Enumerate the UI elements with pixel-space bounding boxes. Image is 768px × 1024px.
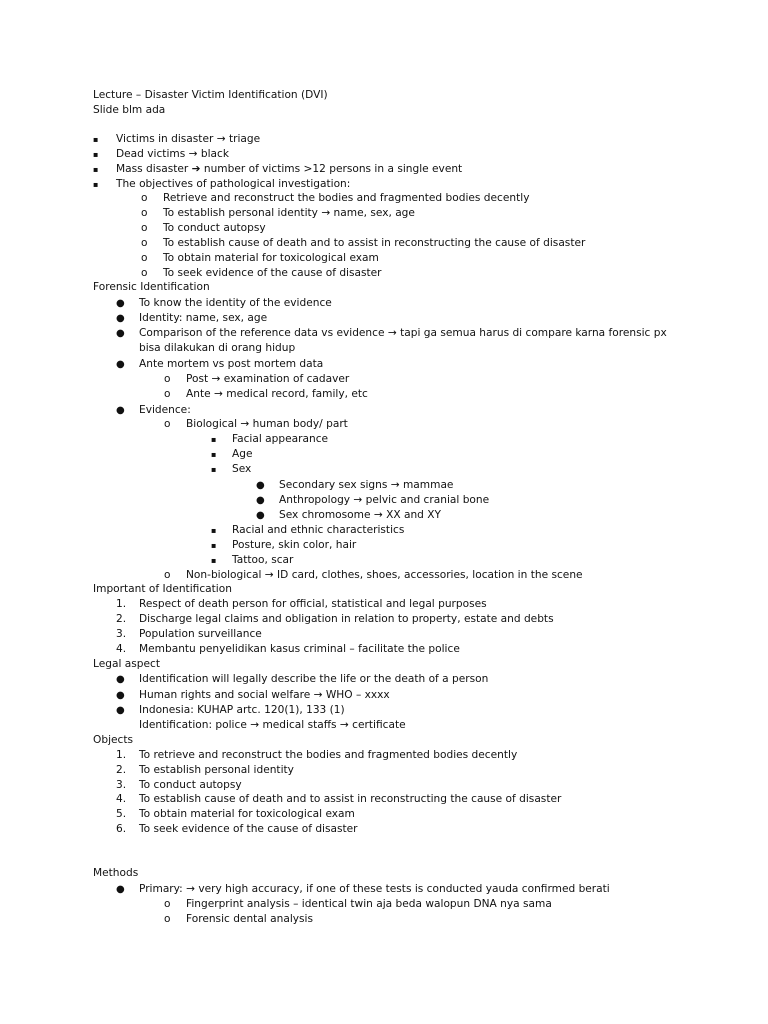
bio-item-text: Age bbox=[232, 448, 253, 460]
square-bullet: ▪ bbox=[211, 435, 217, 444]
square-bullet: ▪ bbox=[211, 526, 217, 535]
number-marker: 2. bbox=[116, 613, 127, 625]
intro-text: The objectives of pathological investigation: bbox=[116, 178, 351, 190]
legal-text: Identification: police → medical staffs → certificate bbox=[139, 719, 406, 731]
square-bullet: ▪ bbox=[93, 135, 99, 144]
important-text: Population surveillance bbox=[139, 628, 262, 640]
circle-bullet: o bbox=[164, 913, 171, 925]
square-bullet: ▪ bbox=[93, 150, 99, 159]
important-text: Respect of death person for official, statistical and legal purposes bbox=[139, 598, 487, 610]
number-marker: 1. bbox=[116, 598, 127, 610]
objective-text: To conduct autopsy bbox=[163, 222, 266, 234]
methods-heading: Methods bbox=[93, 867, 139, 879]
dot-bullet: ● bbox=[116, 884, 125, 895]
evidence-text: Evidence: bbox=[139, 404, 191, 416]
number-marker: 1. bbox=[116, 749, 127, 761]
dot-bullet: ● bbox=[256, 510, 265, 521]
objects-text: To obtain material for toxicological exam bbox=[139, 808, 355, 820]
objects-text: To retrieve and reconstruct the bodies and fragmented bodies decently bbox=[139, 749, 518, 761]
dot-bullet: ● bbox=[116, 313, 125, 324]
number-marker: 6. bbox=[116, 823, 127, 835]
forensic-text: To know the identity of the evidence bbox=[139, 297, 332, 309]
circle-bullet: o bbox=[164, 569, 171, 581]
dot-bullet: ● bbox=[116, 298, 125, 309]
primary-text: Primary: → very high accuracy, if one of these tests is conducted yauda confirmed berati bbox=[139, 883, 610, 895]
circle-bullet: o bbox=[141, 252, 148, 264]
dot-bullet: ● bbox=[116, 705, 125, 716]
intro-text: Mass disaster ➔ number of victims >12 persons in a single event bbox=[116, 163, 463, 175]
forensic-heading: Forensic Identification bbox=[93, 281, 210, 293]
bio-item-text: Tattoo, scar bbox=[232, 554, 294, 566]
square-bullet: ▪ bbox=[211, 556, 217, 565]
circle-bullet: o bbox=[164, 898, 171, 910]
legal-text: Identification will legally describe the life or the death of a person bbox=[139, 673, 489, 685]
nonbio-text: Non-biological → ID card, clothes, shoes, accessories, location in the scene bbox=[186, 569, 583, 581]
circle-bullet: o bbox=[164, 373, 171, 385]
bio-item-text: Facial appearance bbox=[232, 433, 329, 445]
number-marker: 4. bbox=[116, 643, 127, 655]
antepost-text: Ante → medical record, family, etc bbox=[186, 388, 368, 400]
circle-bullet: o bbox=[141, 222, 148, 234]
objects-text: To establish personal identity bbox=[139, 764, 294, 776]
primary-item-text: Forensic dental analysis bbox=[186, 913, 314, 925]
circle-bullet: o bbox=[164, 388, 171, 400]
square-bullet: ▪ bbox=[211, 541, 217, 550]
sex-item-text: Sex chromosome → XX and XY bbox=[279, 509, 441, 521]
sex-item-text: Secondary sex signs → mammae bbox=[279, 479, 454, 491]
document-subtitle: Slide blm ada bbox=[93, 104, 166, 116]
bio-item-text: Posture, skin color, hair bbox=[232, 539, 357, 551]
dot-bullet: ● bbox=[256, 480, 265, 491]
forensic-text: Comparison of the reference data vs evidence → tapi ga semua harus di compare karna forensic px bbox=[139, 327, 667, 339]
dot-bullet: ● bbox=[116, 405, 125, 416]
document-title: Lecture – Disaster Victim Identification (DVI) bbox=[93, 89, 328, 101]
important-heading: Important of Identification bbox=[93, 583, 232, 595]
circle-bullet: o bbox=[141, 267, 148, 279]
sex-item-text: Anthropology → pelvic and cranial bone bbox=[279, 494, 490, 506]
square-bullet: ▪ bbox=[211, 465, 217, 474]
forensic-text: Ante mortem vs post mortem data bbox=[139, 358, 324, 370]
objective-text: To establish cause of death and to assist in reconstructing the cause of disaster bbox=[163, 237, 586, 249]
number-marker: 2. bbox=[116, 764, 127, 776]
circle-bullet: o bbox=[141, 207, 148, 219]
circle-bullet: o bbox=[164, 418, 171, 430]
legal-text: Indonesia: KUHAP artc. 120(1), 133 (1) bbox=[139, 704, 345, 716]
bio-item-text: Racial and ethnic characteristics bbox=[232, 524, 405, 536]
dot-bullet: ● bbox=[116, 328, 125, 339]
square-bullet: ▪ bbox=[93, 180, 99, 189]
circle-bullet: o bbox=[141, 237, 148, 249]
biological-text: Biological → human body/ part bbox=[186, 418, 348, 430]
objective-text: To establish personal identity → name, sex, age bbox=[163, 207, 415, 219]
number-marker: 4. bbox=[116, 793, 127, 805]
objects-heading: Objects bbox=[93, 734, 134, 746]
primary-item-text: Fingerprint analysis – identical twin aja beda walopun DNA nya sama bbox=[186, 898, 552, 910]
number-marker: 5. bbox=[116, 808, 127, 820]
number-marker: 3. bbox=[116, 628, 127, 640]
square-bullet: ▪ bbox=[211, 450, 217, 459]
square-bullet: ▪ bbox=[93, 165, 99, 174]
antepost-text: Post → examination of cadaver bbox=[186, 373, 350, 385]
objects-text: To conduct autopsy bbox=[139, 779, 242, 791]
objective-text: To obtain material for toxicological exam bbox=[163, 252, 379, 264]
number-marker: 3. bbox=[116, 779, 127, 791]
dot-bullet: ● bbox=[116, 359, 125, 370]
legal-heading: Legal aspect bbox=[93, 658, 160, 670]
forensic-text: Identity: name, sex, age bbox=[139, 312, 268, 324]
intro-text: Dead victims → black bbox=[116, 148, 229, 160]
objective-text: To seek evidence of the cause of disaster bbox=[163, 267, 382, 279]
forensic-text: bisa dilakukan di orang hidup bbox=[139, 342, 296, 354]
circle-bullet: o bbox=[141, 192, 148, 204]
objects-text: To establish cause of death and to assist in reconstructing the cause of disaster bbox=[139, 793, 562, 805]
intro-text: Victims in disaster → triage bbox=[116, 133, 261, 145]
dot-bullet: ● bbox=[256, 495, 265, 506]
legal-text: Human rights and social welfare → WHO – xxxx bbox=[139, 689, 390, 701]
bio-item-text: Sex bbox=[232, 463, 252, 475]
important-text: Discharge legal claims and obligation in relation to property, estate and debts bbox=[139, 613, 554, 625]
dot-bullet: ● bbox=[116, 690, 125, 701]
dot-bullet: ● bbox=[116, 674, 125, 685]
objects-text: To seek evidence of the cause of disaster bbox=[139, 823, 358, 835]
important-text: Membantu penyelidikan kasus criminal – facilitate the police bbox=[139, 643, 460, 655]
objective-text: Retrieve and reconstruct the bodies and fragmented bodies decently bbox=[163, 192, 530, 204]
